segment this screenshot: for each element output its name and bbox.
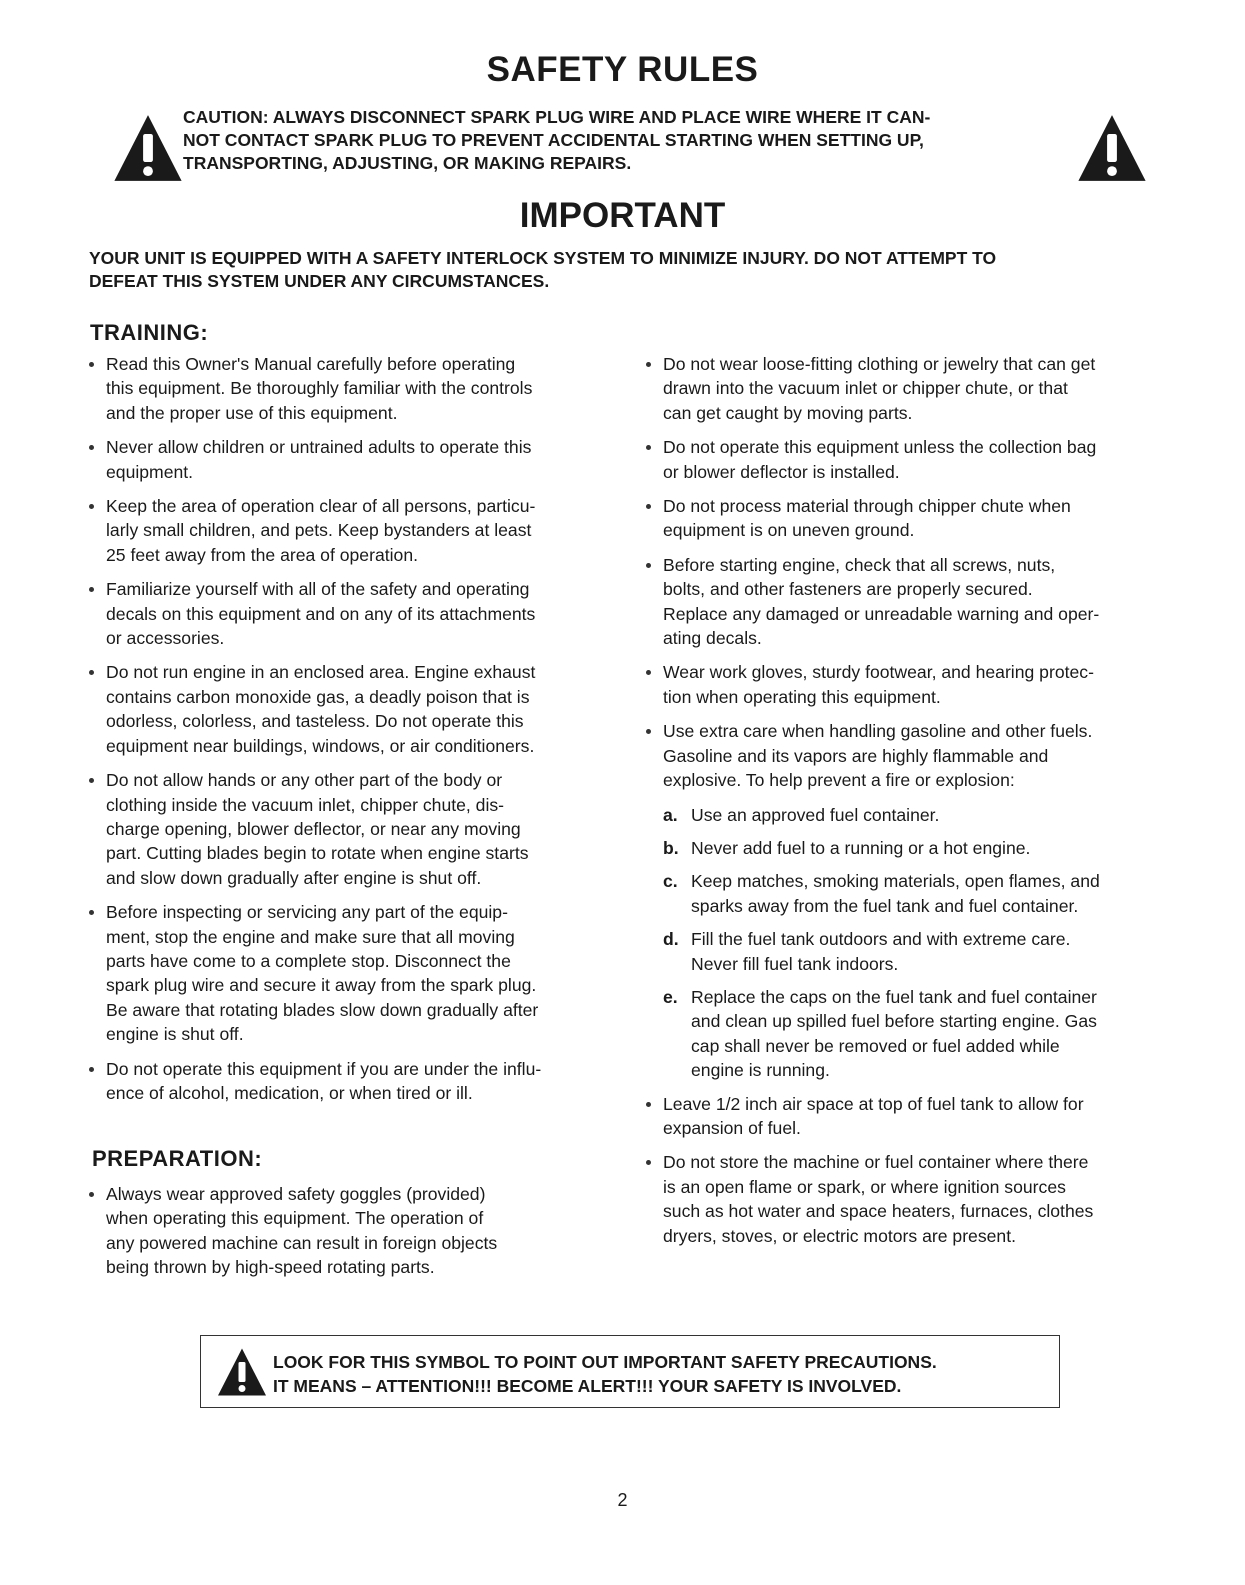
bullet-line: Before inspecting or servicing any part of the equip- [106,902,508,923]
safety-symbol-notice [200,1335,1060,1408]
bullet-line: Keep the area of operation clear of all persons, particu- [106,496,536,517]
bullet-line: is an open flame or spark, or where ignition sources [663,1176,1066,1197]
bullet-item [646,1150,1166,1248]
caution-line: NOT CONTACT SPARK PLUG TO PREVENT ACCIDENTAL STARTING WHEN SETTING UP, [183,130,924,150]
bullet-line: ence of alcohol, medication, or when tired or ill. [106,1082,473,1103]
bullet-item [646,435,1166,484]
bullet-line: can get caught by moving parts. [663,402,913,423]
page-number: 2 [617,1490,628,1510]
bullet-item [89,660,619,758]
sub-item-letter: e. [663,986,678,1007]
bullet-line: 25 feet away from the area of operation. [106,544,418,565]
right-bullets-top [646,352,1166,709]
bullet-line: contains carbon monoxide gas, a deadly poison that is [106,686,530,707]
bullet-line: Do not store the machine or fuel container where there [663,1152,1089,1173]
sub-item-line: Keep matches, smoking materials, open flames, and [691,871,1100,892]
sub-item-line: Never fill fuel tank indoors. [691,953,899,974]
sub-item-line: Never add fuel to a running or a hot engine. [691,837,1031,858]
bullet-item [89,1182,619,1280]
bullet-line: Wear work gloves, sturdy footwear, and hearing protec- [663,662,1094,683]
important-heading: IMPORTANT [519,196,726,235]
bullet-line: Replace any damaged or unreadable warning and oper- [663,603,1100,624]
bullet-line: Do not process material through chipper chute when [663,496,1071,517]
bullet-item [646,553,1166,651]
sub-item-letter: a. [663,804,678,825]
bullet-line: equipment near buildings, windows, or air conditioners. [106,735,535,756]
fuel-sub-item [646,869,1166,918]
bullet-line: Familiarize yourself with all of the safety and operating [106,579,530,600]
preparation-heading: PREPARATION: [92,1146,263,1171]
bullet-line: charge opening, blower deflector, or near any moving [106,818,521,839]
bullet-line: bolts, and other fasteners are properly secured. [663,579,1033,600]
warning-triangle-icon [217,1347,267,1397]
fuel-sub-item [646,927,1166,976]
bullet-line: dryers, stoves, or electric motors are present. [663,1225,1016,1246]
training-heading: TRAINING: [90,320,209,345]
bullet-line: ment, stop the engine and make sure that all moving [106,926,515,947]
bullet-item [89,494,619,567]
warning-triangle-icon [1076,113,1148,183]
bullet-item [646,1092,1166,1141]
sub-item-line: sparks away from the fuel tank and fuel container. [691,895,1079,916]
page-title: SAFETY RULES [486,50,759,89]
fuel-bullet [646,719,1166,792]
sub-item-line: cap shall never be removed or fuel added while [691,1035,1060,1056]
bullet-line: Do not run engine in an enclosed area. Engine exhaust [106,662,536,683]
bullet-line: equipment. [106,461,194,482]
bullet-line: this equipment. Be thoroughly familiar with the controls [106,378,533,399]
bullet-line: Be aware that rotating blades slow down gradually after [106,999,539,1020]
bullet-line: Always wear approved safety goggles (provided) [106,1184,486,1204]
bullet-item [646,494,1166,543]
bullet-line: drawn into the vacuum inlet or chipper chute, or that [663,378,1068,399]
bullet-line: equipment is on uneven ground. [663,520,915,541]
interlock-line: DEFEAT THIS SYSTEM UNDER ANY CIRCUMSTANCES. [89,271,550,291]
bullet-line: decals on this equipment and on any of its attachments [106,603,536,624]
sub-item-letter: b. [663,837,679,858]
preparation-list [89,1182,619,1290]
bullet-line: clothing inside the vacuum inlet, chipper chute, dis- [106,794,505,815]
bullet-item [89,352,619,425]
bullet-line: Read this Owner's Manual carefully before operating [106,354,516,374]
bullet-line: Do not wear loose-fitting clothing or jewelry that can get [663,354,1096,374]
sub-item-line: Fill the fuel tank outdoors and with extreme care. [691,929,1071,950]
bullet-line: parts have come to a complete stop. Disconnect the [106,950,511,971]
bullet-line: part. Cutting blades begin to rotate when engine starts [106,843,529,864]
caution-statement [183,106,1063,175]
bullet-item [89,1057,619,1106]
bullet-line: or accessories. [106,628,225,649]
bullet-line: tion when operating this equipment. [663,686,941,707]
bullet-line: Before starting engine, check that all screws, nuts, [663,554,1056,575]
bullet-line: spark plug wire and secure it away from the spark plug. [106,975,537,996]
warning-triangle-icon [112,113,184,183]
fuel-sub-list [646,803,1166,1083]
notice-line: LOOK FOR THIS SYMBOL TO POINT OUT IMPORTANT SAFETY PRECAUTIONS. [273,1352,937,1372]
bullet-line: being thrown by high-speed rotating parts. [106,1257,435,1278]
bullet-item [89,435,619,484]
bullet-item [89,900,619,1046]
bullet-line: explosive. To help prevent a fire or explosion: [663,770,1015,791]
notice-line: IT MEANS – ATTENTION!!! BECOME ALERT!!! YOUR SAFETY IS INVOLVED. [273,1376,902,1396]
interlock-warning [89,247,1169,293]
bullet-line: odorless, colorless, and tasteless. Do not operate this [106,711,524,732]
bullet-line: Never allow children or untrained adults to operate this [106,437,532,458]
bullet-line: expansion of fuel. [663,1117,801,1138]
bullet-line: or blower deflector is installed. [663,461,900,482]
bullet-line: engine is shut off. [106,1024,244,1045]
training-list [89,352,619,1115]
bullet-line: Use extra care when handling gasoline and other fuels. [663,721,1093,742]
bullet-item [646,352,1166,425]
bullet-line: any powered machine can result in foreign objects [106,1232,498,1253]
bullet-line: and the proper use of this equipment. [106,402,398,423]
fuel-sub-item [646,803,1166,827]
sub-item-line: engine is running. [691,1060,830,1081]
bullet-line: Leave 1/2 inch air space at top of fuel tank to allow for [663,1093,1084,1114]
bullet-line: Do not operate this equipment unless the collection bag [663,437,1097,458]
sub-item-line: and clean up spilled fuel before starting engine. Gas [691,1011,1097,1032]
caution-line: TRANSPORTING, ADJUSTING, OR MAKING REPAIRS. [183,153,632,173]
sub-item-letter: c. [663,871,678,892]
bullet-item [89,577,619,650]
bullet-item [89,768,619,890]
sub-item-line: Use an approved fuel container. [691,804,940,825]
fuel-sub-item [646,836,1166,860]
fuel-sub-item [646,985,1166,1083]
bullet-line: Do not operate this equipment if you are under the influ- [106,1058,542,1079]
bullet-line: when operating this equipment. The operation of [106,1208,484,1229]
sub-item-line: Replace the caps on the fuel tank and fuel container [691,986,1097,1007]
bullet-line: Do not allow hands or any other part of the body or [106,770,503,791]
bullet-line: larly small children, and pets. Keep bystanders at least [106,520,532,541]
interlock-line: YOUR UNIT IS EQUIPPED WITH A SAFETY INTERLOCK SYSTEM TO MINIMIZE INJURY. DO NOT ATTEMPT TO [89,248,997,268]
caution-line: CAUTION: ALWAYS DISCONNECT SPARK PLUG WIRE AND PLACE WIRE WHERE IT CAN- [183,107,931,127]
bullet-item [646,660,1166,709]
safety-list-right [646,352,1166,1258]
bullet-line: such as hot water and space heaters, furnaces, clothes [663,1201,1094,1222]
bullet-line: Gasoline and its vapors are highly flammable and [663,745,1049,766]
bullet-line: ating decals. [663,628,762,649]
right-bullets-bottom [646,1092,1166,1248]
sub-item-letter: d. [663,929,679,950]
notice-text [273,1350,937,1398]
bullet-line: and slow down gradually after engine is shut off. [106,867,482,888]
